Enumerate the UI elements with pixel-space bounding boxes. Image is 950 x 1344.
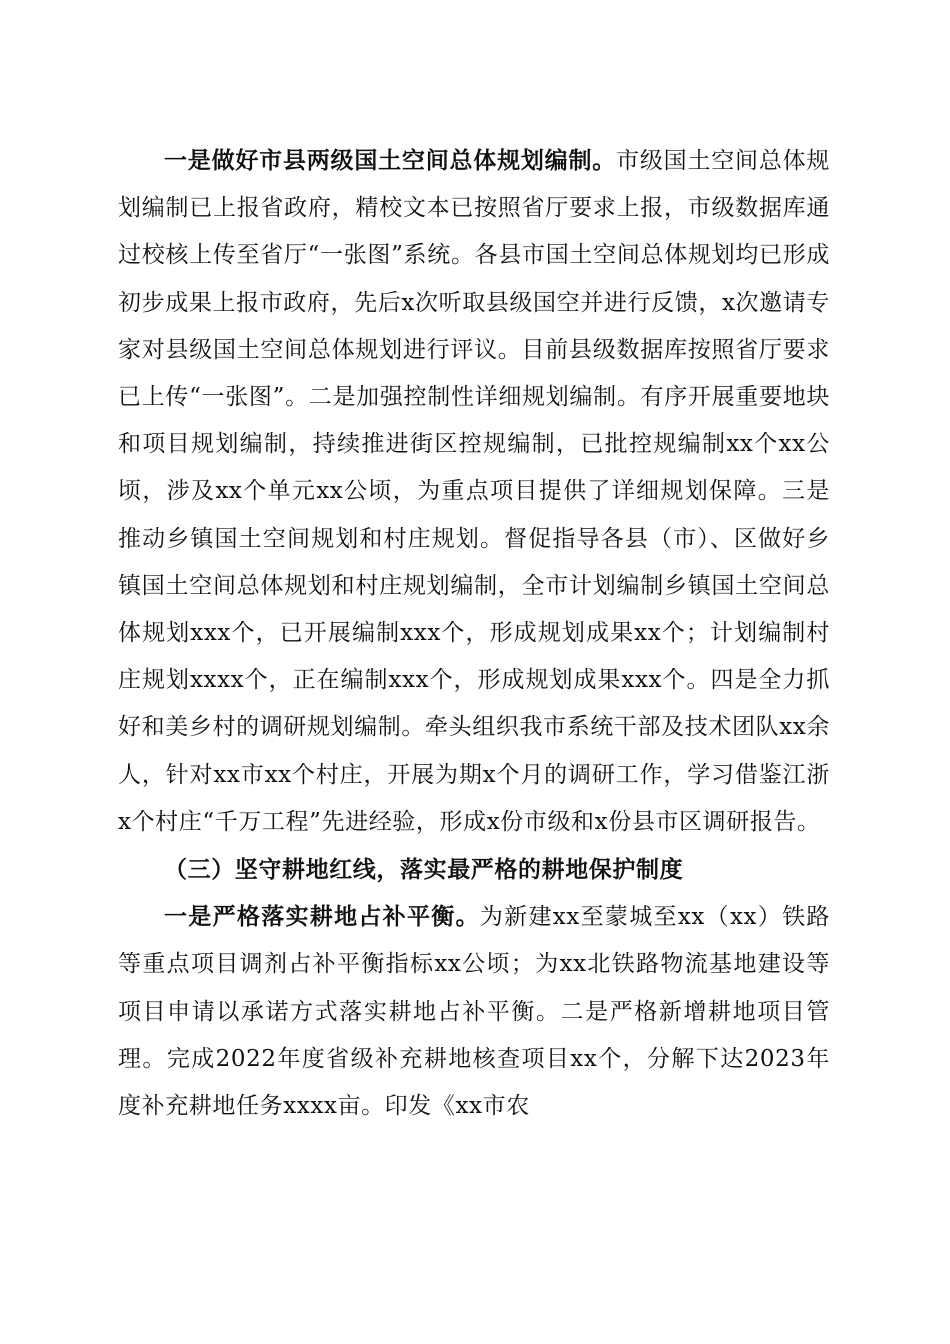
paragraph-lead-bold: 一是做好市县两级国土空间总体规划编制。 [164,147,617,174]
paragraph-body-text: 市级国土空间总体规划编制已上报省政府，精校文本已按照省厅要求上报，市级数据库通过校核上传至省厅“一张图”系统。各县市国土空间总体规划均已形成初步成果上报市政府，先后x次听取县级国空并进行反馈，x次邀请专家对县级国土空间总体规划进行评议。目前县级数据库按照省厅要求已上传“一张图”。二是加强控制性详细规划编制。有序开展重要地块和项目规划编制，持续推进街区控规编制，已批控规编制xx个xx公顷，涉及xx个单元xx公顷，为重点项目提供了详细规划保障。三是推动乡镇国土空间规划和村庄规划。督促指导各县（市）、区做好乡镇国土空间总体规划和村庄规划编制，全市计划编制乡镇国土空间总体规划xxx个，已开展编制xxx个，形成规划成果xx个；计划编制村庄规划xxxx个，正在编制xxx个，形成规划成果xxx个。四是全力抓好和美乡村的调研规划编制。牵头组织我市系统干部及技术团队xx余人，针对xx市xx个村庄，开展为期x个月的调研工作，学习借鉴江浙x个村庄“千万工程”先进经验，形成x份市级和x份县市区调研报告。 [118,148,831,835]
paragraph-body-text: 为新建xx至蒙城至xx（xx）铁路等重点项目调剂占补平衡指标xx公顷；为xx北铁路物流基地建设等项目申请以承诺方式落实耕地占补平衡。二是严格新增耕地项目管理。完成2022年度省级补充耕地核查项目xx个，分解下达2023年度补充耕地任务xxxx亩。印发《xx市农 [118,904,830,1120]
section-heading: （三）坚守耕地红线，落实最严格的耕地保护制度 [164,856,684,884]
paragraph-lead-bold: 一是严格落实耕地占补平衡。 [164,903,480,931]
paragraph-planning [118,137,830,846]
paragraph-farmland [118,893,830,1130]
document-body [118,137,830,1130]
